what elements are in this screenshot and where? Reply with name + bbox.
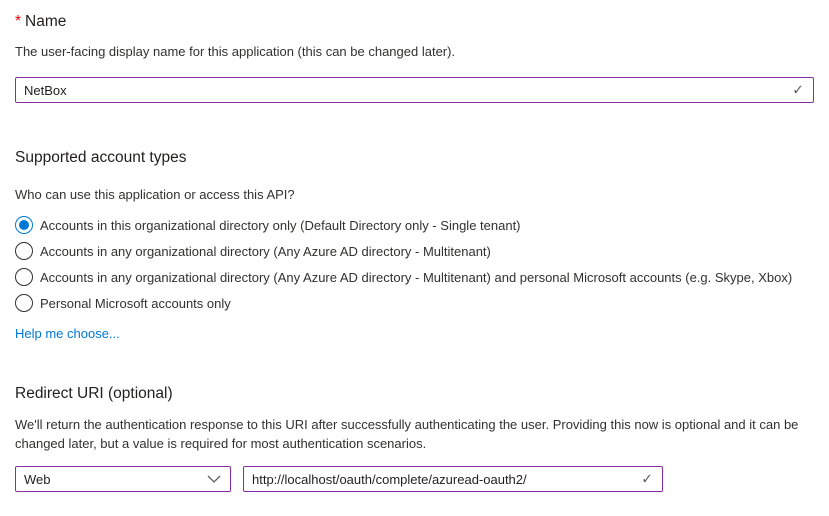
name-section-title	[15, 11, 814, 32]
redirect-uri-row	[15, 466, 814, 492]
name-title-text: Name	[25, 13, 67, 30]
help-me-choose-link[interactable]: Help me choose...	[15, 326, 120, 341]
checkmark-icon: ✓	[641, 470, 653, 487]
redirect-uri-description: We'll return the authentication response to this URI after successfully authenticating the user. Providing this now is optional and it can be changed later, but a value is required for most authentication scenarios.	[15, 417, 799, 451]
account-type-option-single-tenant[interactable]	[15, 212, 814, 238]
radio-button[interactable]	[15, 268, 33, 286]
required-asterisk: *	[15, 13, 22, 30]
radio-button[interactable]	[15, 216, 33, 234]
name-input[interactable]	[15, 77, 814, 103]
account-type-option-multitenant-personal[interactable]	[15, 264, 814, 290]
checkmark-icon: ✓	[792, 81, 804, 98]
radio-label: Accounts in this organizational directory only (Default Directory only - Single tenant)	[40, 217, 521, 233]
name-field-wrapper	[15, 77, 814, 103]
radio-button[interactable]	[15, 294, 33, 312]
account-types-question: Who can use this application or access this API?	[15, 187, 295, 202]
radio-button[interactable]	[15, 242, 33, 260]
account-types-radio-group	[15, 212, 814, 316]
radio-label: Personal Microsoft accounts only	[40, 295, 231, 311]
redirect-uri-title: Redirect URI (optional)	[15, 385, 173, 402]
platform-select-value: Web	[24, 471, 51, 487]
name-description: The user-facing display name for this application (this can be changed later).	[15, 44, 456, 59]
redirect-uri-field-wrapper	[243, 466, 663, 492]
platform-select[interactable]	[15, 466, 231, 492]
redirect-uri-input[interactable]	[243, 466, 663, 492]
account-type-option-personal-only[interactable]	[15, 290, 814, 316]
radio-label: Accounts in any organizational directory (Any Azure AD directory - Multitenant) and personal Microsoft accounts (e.g. Skype, Xbox)	[40, 269, 793, 285]
chevron-down-icon	[207, 475, 221, 483]
radio-label: Accounts in any organizational directory (Any Azure AD directory - Multitenant)	[40, 243, 491, 259]
account-types-title: Supported account types	[15, 149, 187, 166]
account-type-option-multitenant[interactable]	[15, 238, 814, 264]
